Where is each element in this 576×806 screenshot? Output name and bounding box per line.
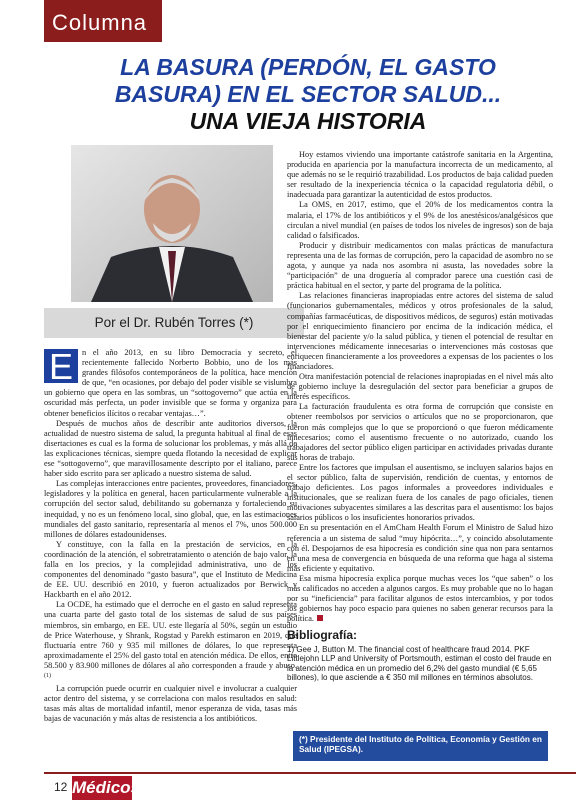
footer-divider [44,772,576,774]
article-title [40,54,576,135]
paragraph: Hoy estamos viviendo una importante catástrofe sanitaria en la Argentina, producida en apariencia por la manufactura incorrecta de un medicamento, al que además no se le requirió trazabilidad. Los productos de baja calidad pueden ser resultado de la inexperiencia técnica o la capacidad regulatoria débil, o inadecuada para garantizar la autenticidad de estos productos. [287,150,553,200]
footnote-ref: (1) [44,673,51,679]
section-label: Columna [44,0,162,42]
paragraph: Entre los factores que impulsan el ausentismo, se incluyen salarios bajos en el sector público, falta de supervisión, rendición de cuentas, y entornos de trabajo deficientes. Los pagos informales a proveedores individuales e institucionales, que se realizan fuera de los canales de pago oficiales, tienen motivaciones subyacentes similares a las descritas para el ausentismo: los bajos salarios públicos o los insuficientes honorarios privados. [287,462,553,523]
bibliography-entry: 1) Gee J, Button M. The financial cost of healthcare fraud 2014. PKF Littlejohn LLP and University of Portsmouth, estiman el costo del fraude en la atención médica en un promedio del 6,2% del gasto mundial (€ 5,65 billones), lo que asciende a € 350 mil millones en términos absolutos. [287,644,552,683]
paragraph: Después de muchos años de describir ante auditorios diversos, la actualidad de nuestro sistema de salud, la pregunta habitual al final de esas disertaciones es cual es la forma de solucionar los problemas, y más allá de las explicaciones técnicas, siempre queda flotando la necesidad de explicar ese “sottogoverno”, que maravillosamente descripto por el italiano, parece haber sido escrito para ser aplicado a nuestro sistema de salud. [44,418,297,479]
author-byline: Por el Dr. Rubén Torres (*) [44,308,304,338]
paragraph: La OMS, en 2017, estimo, que el 20% de los medicamentos contra la malaria, el 17% de los antibióticos y el 9% de los anestésicos/analgésicos que circulan a nivel mundial (en países de todos los niveles de ingresos) son de baja calidad o falsificados. [287,200,553,240]
paragraph: Esa misma hipocresía explica porque muchas veces los “que saben” o los más calificados no acceden a algunos cargos. Es muy probable que no lo hagan por su “ineficiencia” para facilitar algunos de estos intercambios, y por todos los gobiernos hay poco espacio para quienes no saben generar recursos para la política. [287,573,553,624]
left-column [44,348,297,724]
bibliography-heading: Bibliografía: [287,628,358,643]
drop-cap: E [44,349,78,383]
author-portrait-image [71,145,273,302]
paragraph: E n el año 2013, en su libro Democracia y secreto, el recientemente fallecido Norberto Bobbio, uno de los más grandes filósofos contemporáneos de la política, hace mención de que, “en ocasiones, por debajo del poder visible se vislumbra un gobierno que opera en las sombras, un “sottogoverno” que actúa en la oscuridad más perfecta, un poder invisible que se forma y organiza para obtener beneficios ilícitos o recabar ventajas…”. [44,346,297,418]
right-column [287,150,553,683]
title-line-3: UNA VIEJA HISTORIA [189,108,427,134]
title-line-2: BASURA) EN EL SECTOR SALUD... [114,81,502,107]
author-affiliation-box: (*) Presidente del Instituto de Política, Economía y Gestión en Salud (IPEGSA). [293,731,548,761]
paragraph: La OCDE, ha estimado que el derroche en el gasto en salud representa una cuarta parte del gasto total de los sistemas de salud de sus países miembros, sin embargo, en EE. UU. este llegaría al 50%, según un estudio de Price Waterhouse, y Shrank, Rogstad y Parekh estimaron en 2019, que fluctuaría entre 760 y 935 mil millones de dólares, lo que representa aproximadamente el 25% del gasto total en atención médica. De ellos, entre 58.500 y 83.900 millones de dólares al año corresponden a fraude y abuso. $^{(1)}$ [44,600,297,679]
author-photo [71,145,273,302]
title-line-1: LA BASURA (PERDÓN, EL GASTO [120,54,496,80]
paragraph: Otra manifestación potencial de relaciones inapropiadas en el nivel más alto de gobierno incluye la desregulación del sector para beneficiar a grupos de interés específicos. [287,372,553,402]
page-number: 12 [54,780,68,794]
magazine-logo: Médicos [72,776,132,800]
end-of-article-mark [317,615,323,621]
paragraph: Producir y distribuir medicamentos con malas prácticas de manufactura representa una de las formas de corrupción, pero la capacidad de asombro no se agota, y aunque ya nada nos asombra ni asusta, las novedades sobre la “participación” de una droguería al comprador parece una cuestión casi de práctica habitual en el sector, y parte del programa de la política. [287,240,553,291]
paragraph: Las relaciones financieras inapropiadas entre actores del sistema de salud (funcionarios gubernamentales, médicos y otros profesionales de la salud, compañías farmacéuticas, de dispositivos médicos, de seguros) están motivadas por el enriquecimiento financiero por encima de la indicación médica, el bienestar del paciente y/o la salud pública, y tienen el potencial de resultar en intervenciones médicamente innecesarias o intervenciones más costosas que enriquecen financieramente a los proveedores a expensas de los pacientes o los financiadores. [287,291,553,371]
paragraph: En su presentación en el AmCham Health Forum el Ministro de Salud hizo referencia a un sistema de salud “muy hipócrita…”, y coincido absolutamente con él. Despojarnos de esa hipocresía es condición sine qua non para sentarnos en una mesa de convergencia en búsqueda de una reforma que haga al sistema más eficiente y equitativo. [287,523,553,573]
paragraph: La facturación fraudulenta es otra forma de corrupción que consiste en obtener reembolsos por servicios o artículos que no se proporcionaron, que fueron más complejos que lo que se proporcionó o que fueron médicamente innecesarios; como el ausentismo frecuente o no autorizado, cuando los trabajadores del sector público eligen participar en actividades privadas durante sus horas de trabajo. [287,402,553,462]
paragraph: La corrupción puede ocurrir en cualquier nivel e involucrar a cualquier actor dentro del sistema, y se correlaciona con malos resultados en salud: tasas más altas de mortalidad infantil, menor esperanza de vida, tasas más bajas de vacunación y más altas de resistencia a los antibióticos. [44,683,297,724]
paragraph: Las complejas interacciones entre pacientes, proveedores, financiadores, legisladores y la política en general, hacen particularmente vulnerable a la corrupción del sector salud, debilitando su gobernanza y fortaleciendo su inequidad, y no es un fenómeno local, sino global, que, en las estimaciones mundiales del gasto sanitario, representaría al menos el 7%, unos 500.000 millones de dólares estadounidenses. [44,479,297,539]
paragraph: Y constituye, con la falla en la prestación de servicios, en la coordinación de la atención, el sobretratamiento o atención de bajo valor, la falla en los precios, y la complejidad administrativa, uno de los componentes del denominado “gasto basura”, que el Instituto de Medicina de EE. UU. describió en 2010, y fueron actualizados por Berwick y Hackbarth en el año 2012. [44,539,297,600]
